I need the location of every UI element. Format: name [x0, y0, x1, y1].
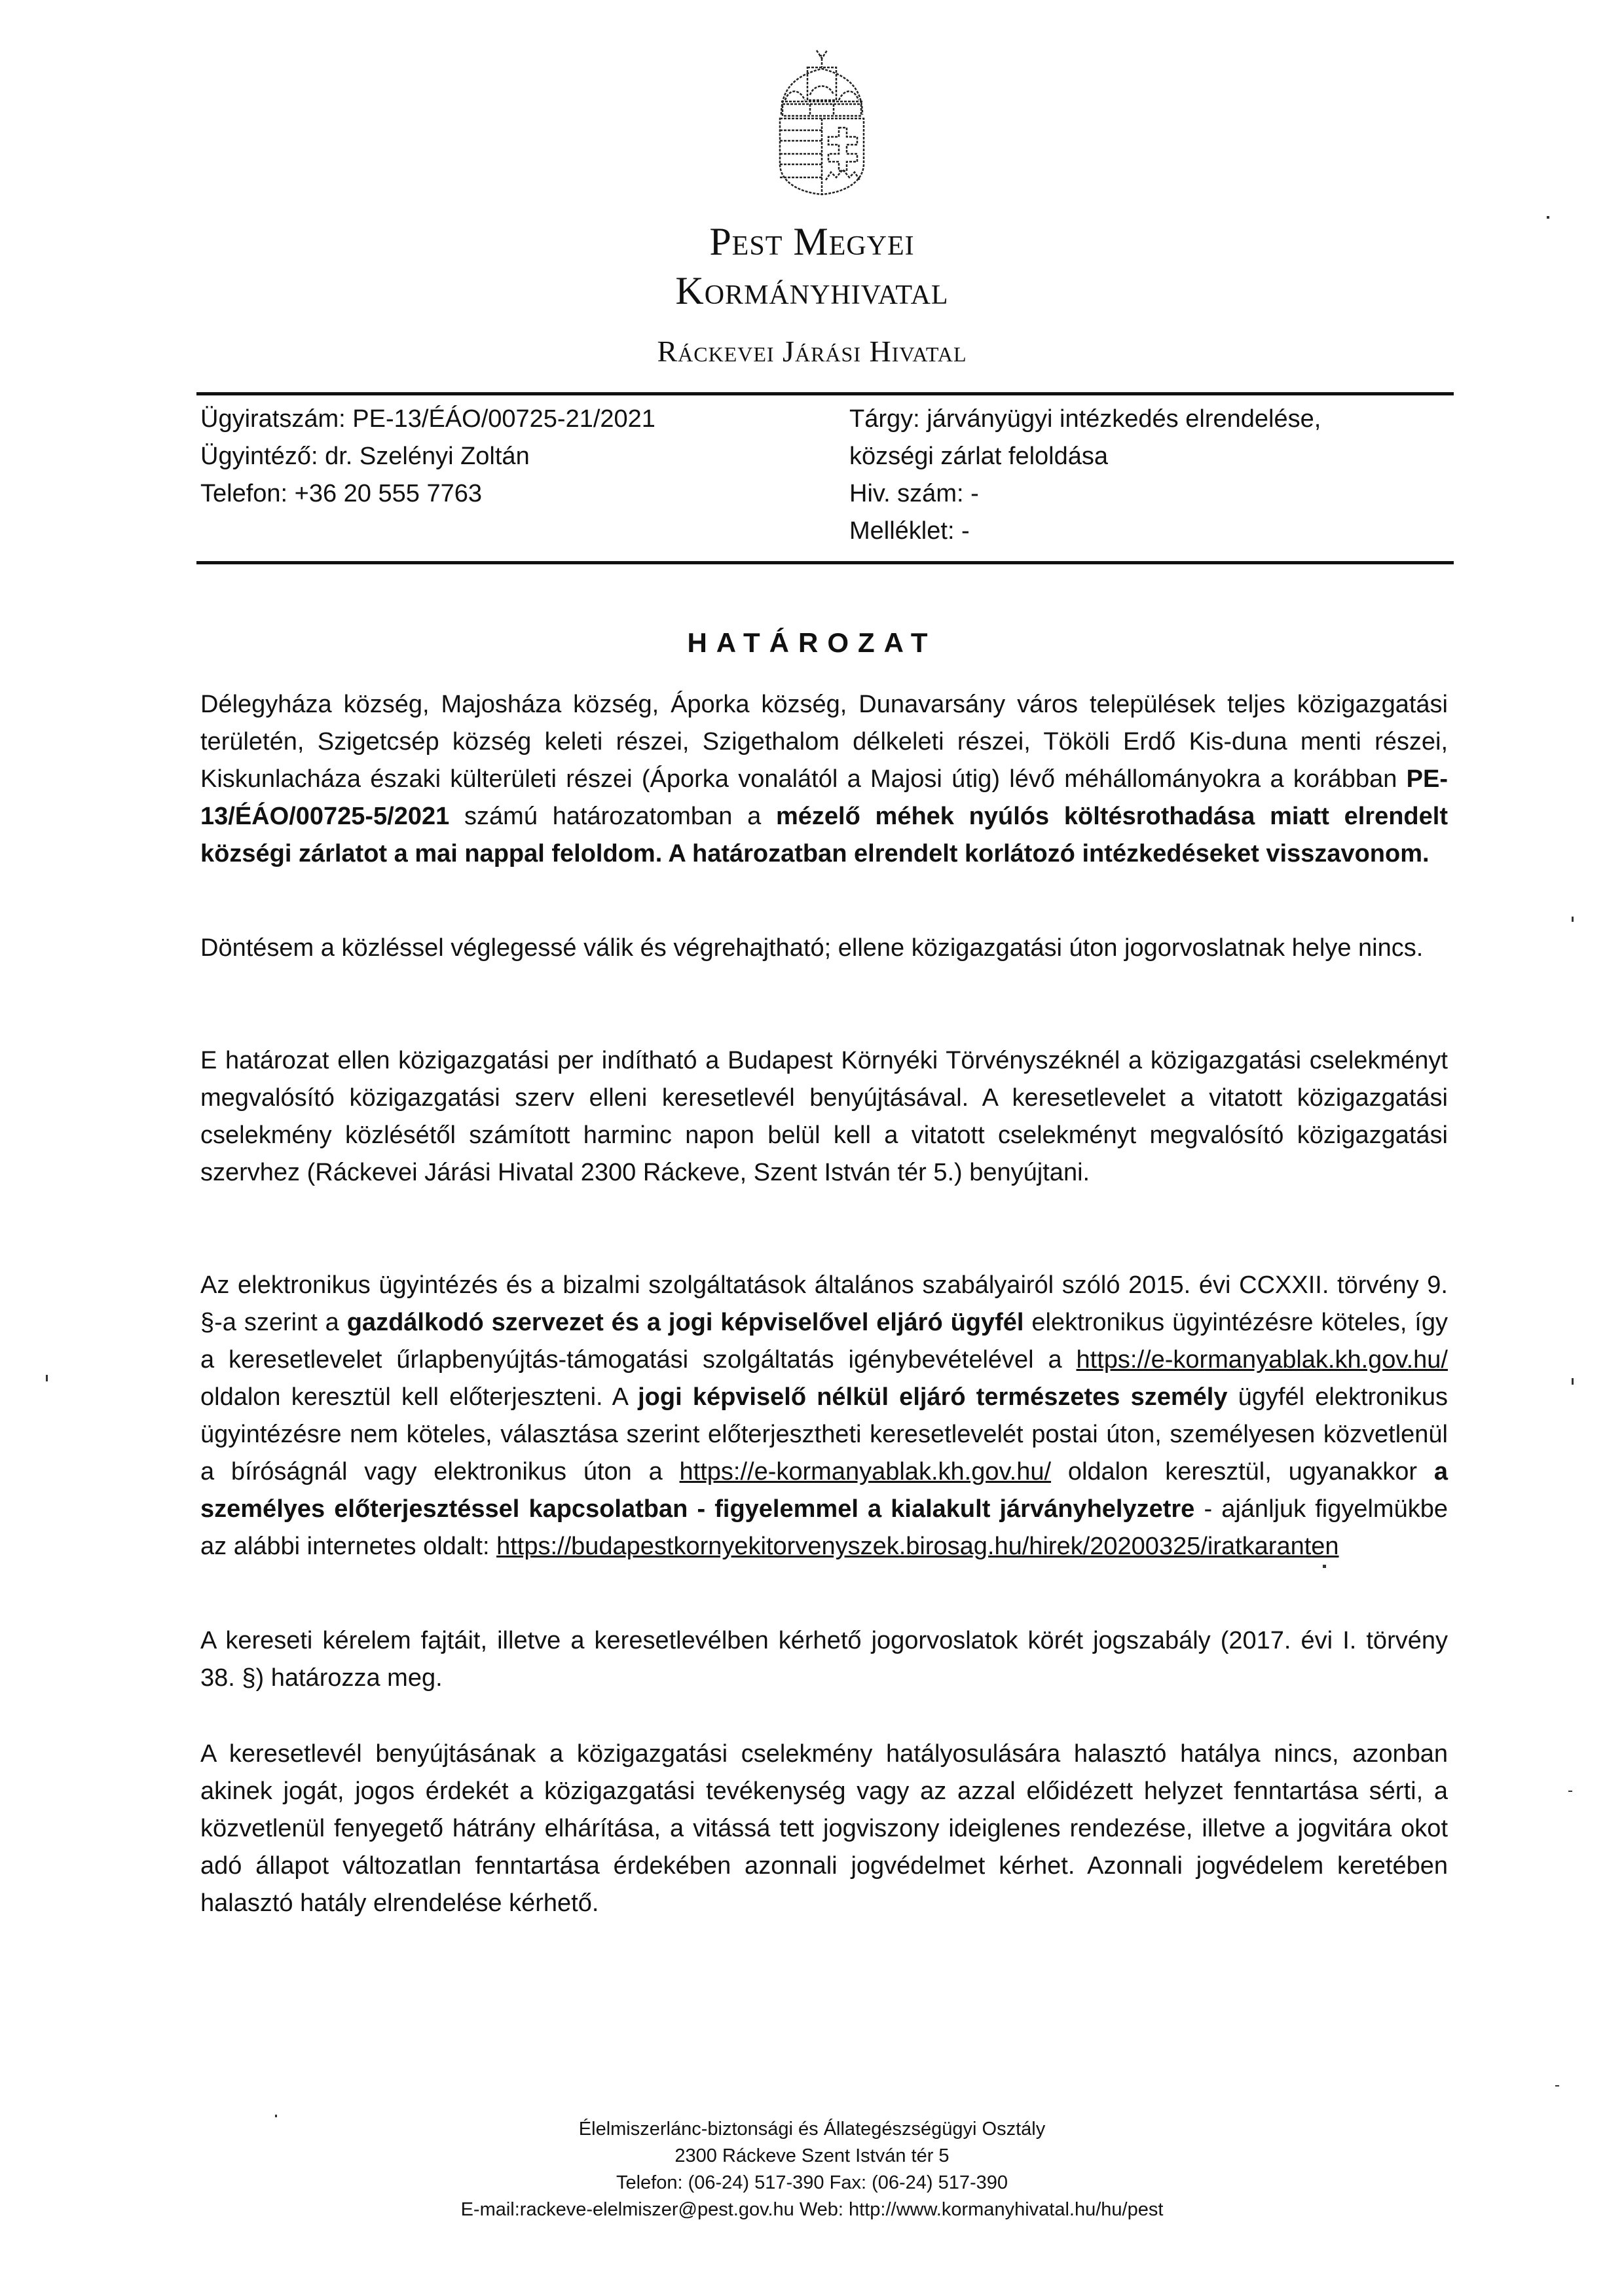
decision-paragraph [200, 686, 1448, 873]
finality-paragraph: Döntésem a közléssel véglegessé válik és végrehajtható; ellene közigazgatási úton jogorvoslatnak helye nincs. [200, 934, 1424, 962]
footer-department: Élelmiszerlánc-biztonsági és Állategészségügyi Osztály [578, 2119, 1046, 2140]
paragraph-text: ügyfél elektronikus ügyintézésre nem köteles, választása szerint előterjesztheti keresetlevelét postai úton, személyesen közvetlenül a bíróságnál vagy elektronikus úton a [200, 1383, 1448, 1485]
page-footer [0, 2116, 1624, 2223]
emphasis-text: gazdálkodó szervezet és a jogi képviselővel eljáró ügyfél [346, 1309, 1024, 1336]
scan-speck [1568, 1791, 1572, 1792]
court-news-link[interactable]: https://budapestkornyekitorvenyszek.birosag.hu/hirek/20200325/iratkaranten [496, 1533, 1339, 1560]
decision-text: számú határozatomban a [449, 803, 776, 830]
emphasis-text: jogi képviselő nélkül eljáró természetes személy [638, 1383, 1228, 1411]
paragraph-text: oldalon keresztül kell előterjeszteni. A [200, 1383, 638, 1411]
officer-phone: Telefon: +36 20 555 7763 [200, 480, 482, 507]
scan-speck [1572, 917, 1574, 922]
header-divider-bottom [196, 561, 1454, 564]
previous-decision-number: PE-13/ÉÁO/00725-5/2021 [200, 765, 1448, 830]
decision-operative-text: mézelő méhek nyúlós költésrothadása miatt elrendelt községi zárlatot a mai nappal feloldom. A határozatban elrendelt korlátozó intézkedéseket visszavonom. [200, 803, 1448, 867]
scan-speck [275, 2115, 277, 2117]
scan-speck [1547, 216, 1549, 219]
case-info-right [849, 401, 1321, 550]
paragraph-text: Az elektronikus ügyintézés és a bizalmi szolgáltatások általános szabályairól szóló 2015. évi CCXXII. törvény 9. §-a szerint a [200, 1271, 1448, 1336]
footer-address: 2300 Ráckeve Szent István tér 5 [674, 2145, 950, 2166]
scan-speck [1555, 2085, 1559, 2086]
footer-email-web: E-mail:rackeve-elelmiszer@pest.gov.hu Web: http://www.kormanyhivatal.hu/hu/pest [460, 2199, 1164, 2220]
scan-speck [1323, 1565, 1326, 1568]
org-name-line1: Pest Megyei [709, 220, 915, 263]
subject-line-2: községi zárlat feloldása [849, 443, 1108, 470]
footer-phone-fax: Telefon: (06-24) 517-390 Fax: (06-24) 517-390 [616, 2172, 1008, 2193]
paragraph-text: oldalon keresztül, ugyanakkor [1051, 1458, 1434, 1485]
appeal-paragraph: E határozat ellen közigazgatási per indítható a Budapest Környéki Törvényszéknél a közigazgatási cselekményt megvalósító közigazgatási szerv elleni keresetlevél benyújtásával. A keresetlevelet a vitatott közigazgatási cselekmény közlésétől számított harminc napon belül kell a vitatott cselekményt megvalósító közigazgatási szervhez (Ráckevei Járási Hivatal 2300 Ráckeve, Szent István tér 5.) benyújtani. [200, 1047, 1448, 1186]
case-officer: Ügyintéző: dr. Szelényi Zoltán [200, 443, 530, 470]
case-number: Ügyiratszám: PE-13/ÉÁO/00725-21/2021 [200, 405, 655, 433]
document-title: HATÁROZAT [687, 627, 937, 658]
claim-types-paragraph: A kereseti kérelem fajtáit, illetve a keresetlevélben kérhető jogorvoslatok körét jogszabály (2017. évi I. törvény 38. §) határozza meg. [200, 1627, 1448, 1692]
office-name: Ráckevei Járási Hivatal [657, 335, 967, 368]
subject-line-1: Tárgy: járványügyi intézkedés elrendelése, [849, 405, 1321, 433]
electronic-filing-paragraph [200, 1267, 1448, 1565]
case-info-left [200, 401, 655, 513]
scan-speck [46, 1375, 48, 1381]
suspensive-effect-paragraph: A keresetlevél benyújtásának a közigazgatási cselekmény hatályosulására halasztó hatálya nincs, azonban akinek jogát, jogos érdekét a közigazgatási tevékenység vagy az azzal előidézett helyzet fenntartása sérti, a közvetlenül fenyegető hátrány elhárítása, a vitássá tett jogviszony ideiglenes rendezése, illetve a jogvitára okot adó állapot változatlan fenntartása érdekében azonnali jogvédelmet kérhet. Azonnali jogvédelem keretében halasztó hatály elrendelése kérhető. [200, 1740, 1448, 1917]
attachment: Melléklet: - [849, 517, 970, 545]
emphasis-text: a személyes előterjesztéssel kapcsolatban - figyelemmel a kialakult járványhelyzetre [200, 1458, 1449, 1523]
decision-text: Délegyháza község, Majosháza község, Áporka község, Dunavarsány város települések teljes közigazgatási területén, Szigetcsép község keleti részei, Szigethalom délkeleti részei, Tököli Erdő Kis-duna menti részei, Kiskunlacháza északi külterületi részei (Áporka vonalától a Majosi útig) lévő méhállományokra a korábban [200, 691, 1448, 793]
org-name-line2: Kormányhivatal [675, 269, 949, 312]
e-kormanyablak-link-2[interactable]: https://e-kormanyablak.kh.gov.hu/ [679, 1458, 1052, 1485]
coat-of-arms-icon [776, 49, 868, 196]
header-divider-top [196, 392, 1454, 395]
e-kormanyablak-link[interactable]: https://e-kormanyablak.kh.gov.hu/ [1076, 1346, 1448, 1374]
reference-number: Hiv. szám: - [849, 480, 979, 507]
paragraph-text: elektronikus ügyintézésre köteles, így a keresetlevelet űrlapbenyújtás-támogatási szolgáltatás igénybevételével a [200, 1309, 1448, 1374]
paragraph-text: - ajánljuk figyelmükbe az alábbi internetes oldalt: [200, 1495, 1448, 1560]
scan-speck [1572, 1378, 1574, 1385]
